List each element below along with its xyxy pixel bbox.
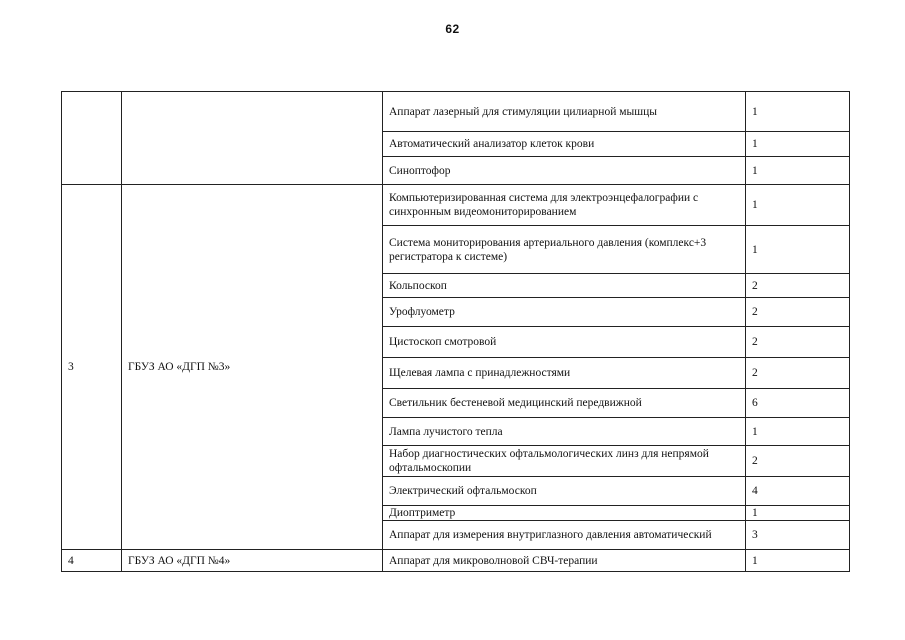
organization-cell: ГБУЗ АО «ДГП №3» — [122, 185, 383, 550]
quantity-cell: 2 — [746, 358, 850, 389]
quantity-cell: 1 — [746, 506, 850, 521]
table-row — [62, 550, 850, 572]
quantity-cell: 2 — [746, 446, 850, 477]
quantity-cell: 1 — [746, 418, 850, 446]
organization-cell — [122, 92, 383, 185]
equipment-name-cell: Синоптофор — [383, 157, 746, 185]
equipment-name-cell: Автоматический анализатор клеток крови — [383, 132, 746, 157]
equipment-name-cell: Компьютеризированная система для электроэнцефалографии с синхронным видеомониторированием — [383, 185, 746, 226]
quantity-cell: 6 — [746, 389, 850, 418]
quantity-cell: 1 — [746, 185, 850, 226]
quantity-cell: 1 — [746, 157, 850, 185]
equipment-name-cell: Диоптриметр — [383, 506, 746, 521]
quantity-cell: 2 — [746, 298, 850, 327]
equipment-name-cell: Электрический офтальмоскоп — [383, 477, 746, 506]
equipment-name-cell: Светильник бестеневой медицинский передвижной — [383, 389, 746, 418]
organization-cell: ГБУЗ АО «ДГП №4» — [122, 550, 383, 572]
quantity-cell: 2 — [746, 327, 850, 358]
equipment-name-cell: Аппарат лазерный для стимуляции цилиарной мышцы — [383, 92, 746, 132]
equipment-name-cell: Лампа лучистого тепла — [383, 418, 746, 446]
equipment-name-cell: Щелевая лампа с принадлежностями — [383, 358, 746, 389]
quantity-cell: 1 — [746, 226, 850, 274]
quantity-cell: 2 — [746, 274, 850, 298]
equipment-name-cell: Кольпоскоп — [383, 274, 746, 298]
quantity-cell: 1 — [746, 550, 850, 572]
table-row — [62, 92, 850, 132]
quantity-cell: 1 — [746, 92, 850, 132]
quantity-cell: 4 — [746, 477, 850, 506]
equipment-name-cell: Аппарат для микроволновой СВЧ-терапии — [383, 550, 746, 572]
table-row — [62, 185, 850, 226]
equipment-name-cell: Аппарат для измерения внутриглазного давления автоматический — [383, 521, 746, 550]
equipment-table-body — [62, 92, 850, 572]
equipment-table — [61, 91, 850, 572]
row-number-cell — [62, 92, 122, 185]
quantity-cell: 1 — [746, 132, 850, 157]
quantity-cell: 3 — [746, 521, 850, 550]
row-number-cell: 3 — [62, 185, 122, 550]
page-number: 62 — [445, 22, 460, 36]
equipment-name-cell: Система мониторирования артериального давления (комплекс+3 регистратора к системе) — [383, 226, 746, 274]
equipment-name-cell: Урофлуометр — [383, 298, 746, 327]
row-number-cell: 4 — [62, 550, 122, 572]
equipment-name-cell: Цистоскоп смотровой — [383, 327, 746, 358]
equipment-name-cell: Набор диагностических офтальмологических линз для непрямой офтальмоскопии — [383, 446, 746, 477]
